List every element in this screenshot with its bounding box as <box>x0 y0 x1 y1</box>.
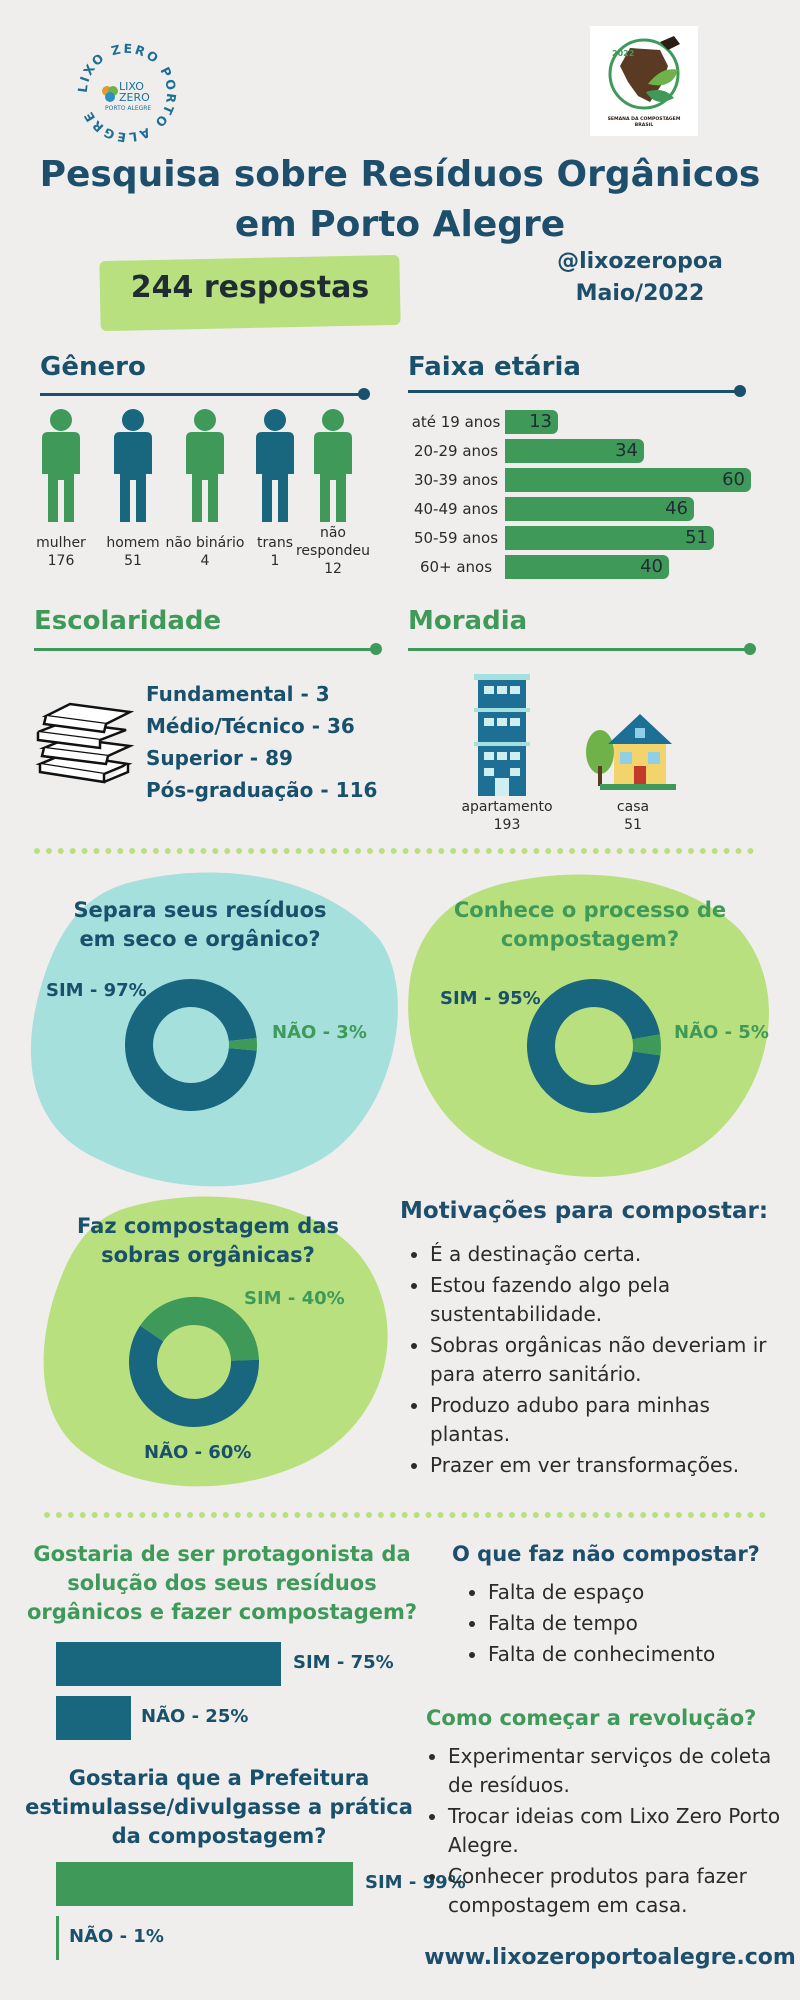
person-icon <box>308 408 358 528</box>
q4-no-label: NÃO - 25% <box>141 1706 249 1727</box>
revolution-title: Como começar a revolução? <box>426 1706 757 1730</box>
motivation-item: • Estou fazendo algo pela sustentabilidade. <box>430 1271 784 1329</box>
housing-count: 51 <box>624 817 642 833</box>
revolution-item: • Experimentar serviços de coleta de resíduos. <box>448 1742 782 1800</box>
education-title: Escolaridade <box>34 606 222 636</box>
why-not-item: • Falta de conhecimento <box>488 1640 782 1669</box>
education-item: Médio/Técnico - 36 <box>146 714 355 738</box>
gender-count: 51 <box>124 553 142 569</box>
q5-title: Gostaria que a Prefeitura estimulasse/divulgasse a prática da compostagem? <box>25 1766 413 1848</box>
age-divider <box>408 390 738 393</box>
housing-title: Moradia <box>408 606 528 636</box>
section-divider <box>34 848 754 854</box>
gender-count: 4 <box>200 553 210 569</box>
gender-label-text: homem <box>106 535 160 551</box>
q2-no-label: NÃO - 5% <box>674 1022 769 1043</box>
lixo-zero-logo <box>72 38 182 148</box>
q2-donut <box>526 978 662 1114</box>
why-not-item: • Falta de tempo <box>488 1609 782 1638</box>
website-link[interactable]: www.lixozeroportoalegre.com <box>424 1945 796 1970</box>
gender-divider-dot <box>358 388 370 400</box>
q4-title: Gostaria de ser protagonista da solução dos seus resíduos orgânicos e fazer compostagem? <box>26 1542 418 1624</box>
instagram-handle: @lixozeropoa <box>557 249 723 274</box>
education-item: Pós-graduação - 116 <box>146 778 378 802</box>
logo-inner-1: LIXO <box>119 80 144 93</box>
gender-title: Gênero <box>40 352 146 382</box>
page-title <box>0 150 800 250</box>
education-divider <box>34 648 374 651</box>
age-divider-dot <box>734 385 746 397</box>
education-item: Fundamental - 3 <box>146 682 330 706</box>
q4-no-bar <box>56 1696 131 1740</box>
logo-ring-text: LIXO ZERO PORTO ALEGRE <box>74 40 180 146</box>
person-icon <box>180 408 230 528</box>
apartment-icon <box>472 668 532 802</box>
why-not-title: O que faz não compostar? <box>452 1542 760 1566</box>
revolution-item: • Trocar ideias com Lixo Zero Porto Alegre. <box>448 1802 782 1860</box>
q3-title: Faz compostagem das sobras orgânicas? <box>77 1214 339 1267</box>
revolution-list <box>422 1742 782 1922</box>
logo-inner-2: ZERO <box>119 91 150 104</box>
survey-date: Maio/2022 <box>575 281 705 306</box>
education-divider-dot <box>370 643 382 655</box>
age-label: até 19 anos <box>411 413 501 431</box>
motivations-list <box>404 1240 784 1482</box>
gender-count: 176 <box>47 553 75 569</box>
motivation-item: • Produzo adubo para minhas plantas. <box>430 1391 784 1449</box>
gender-label-text: mulher <box>36 535 86 551</box>
q3-no-label: NÃO - 60% <box>144 1442 252 1463</box>
age-label: 20-29 anos <box>413 442 499 460</box>
housing-divider-dot <box>744 643 756 655</box>
gender-count: 1 <box>270 553 280 569</box>
age-bar: 13 <box>505 410 558 434</box>
gender-label-text: não binário <box>165 535 245 551</box>
age-bar: 60 <box>505 468 751 492</box>
q4-yes-label: SIM - 75% <box>293 1652 394 1673</box>
logo-year: 2022 <box>612 49 635 58</box>
q5-yes-bar <box>56 1862 353 1906</box>
donut-slice-no <box>646 1037 647 1054</box>
logo-caption-2: BRASIL <box>634 123 654 128</box>
title-line-2: em Porto Alegre <box>234 204 566 245</box>
title-line-1: Pesquisa sobre Resíduos Orgânicos <box>39 154 761 195</box>
housing-label: apartamento <box>461 799 553 815</box>
age-label: 30-39 anos <box>413 471 499 489</box>
education-list <box>146 678 377 806</box>
q1-yes-label: SIM - 97% <box>46 980 147 1001</box>
gender-label-text: não respondeu <box>295 525 371 559</box>
why-not-list <box>462 1578 782 1671</box>
housing-divider <box>408 648 750 651</box>
q2-yes-label: SIM - 95% <box>440 988 541 1009</box>
housing-count: 193 <box>493 817 521 833</box>
house-icon <box>580 700 680 798</box>
person-icon <box>36 408 86 528</box>
motivation-item: • Sobras orgânicas não deveriam ir para aterro sanitário. <box>430 1331 784 1389</box>
q5-no-label: NÃO - 1% <box>69 1926 164 1947</box>
responses-count: 244 respostas <box>130 270 370 305</box>
q4-yes-bar <box>56 1642 281 1686</box>
donut-slice-yes <box>541 993 646 1099</box>
person-icon <box>250 408 300 528</box>
revolution-item: • Conhecer produtos para fazer compostagem em casa. <box>448 1862 782 1920</box>
q1-donut <box>124 978 258 1112</box>
donut-slice-yes <box>139 993 243 1097</box>
handle-block <box>540 246 740 310</box>
age-bar: 46 <box>505 497 694 521</box>
age-bar: 51 <box>505 526 714 550</box>
age-title: Faixa etária <box>408 352 581 382</box>
age-label: 40-49 anos <box>413 500 499 518</box>
gender-count: 12 <box>324 561 342 577</box>
donut-slice-yes <box>152 1311 245 1360</box>
books-icon <box>34 694 134 788</box>
person-icon <box>108 408 158 528</box>
why-not-item: • Falta de espaço <box>488 1578 782 1607</box>
age-bar: 40 <box>505 555 669 579</box>
housing-house-label <box>590 798 676 834</box>
logo-inner-3: PORTO ALEGRE <box>105 105 152 112</box>
q5-no-bar <box>56 1916 59 1960</box>
q1-no-label: NÃO - 3% <box>272 1022 367 1043</box>
age-label: 60+ anos <box>419 558 493 576</box>
section-divider-2 <box>44 1512 766 1518</box>
age-bar: 34 <box>505 439 644 463</box>
motivation-item: • É a destinação certa. <box>430 1240 784 1269</box>
housing-label: casa <box>616 799 650 815</box>
education-item: Superior - 89 <box>146 746 293 770</box>
logo-caption-1: SEMANA DA COMPOSTAGEM <box>607 117 681 122</box>
semana-compostagem-logo <box>590 26 698 136</box>
motivations-title: Motivações para compostar: <box>400 1198 769 1224</box>
age-label: 50-59 anos <box>413 529 499 547</box>
q3-donut <box>128 1296 260 1428</box>
q3-yes-label: SIM - 40% <box>244 1288 345 1309</box>
gender-label-text: trans <box>257 535 293 551</box>
gender-divider <box>40 393 362 396</box>
q5-yes-label: SIM - 99% <box>365 1872 466 1893</box>
q1-title: Separa seus resíduos em seco e orgânico? <box>73 898 327 951</box>
gender-label <box>290 524 376 578</box>
housing-apartment-label <box>454 798 560 834</box>
q2-title: Conhece o processo de compostagem? <box>453 898 727 951</box>
motivation-item: • Prazer em ver transformações. <box>430 1451 784 1480</box>
